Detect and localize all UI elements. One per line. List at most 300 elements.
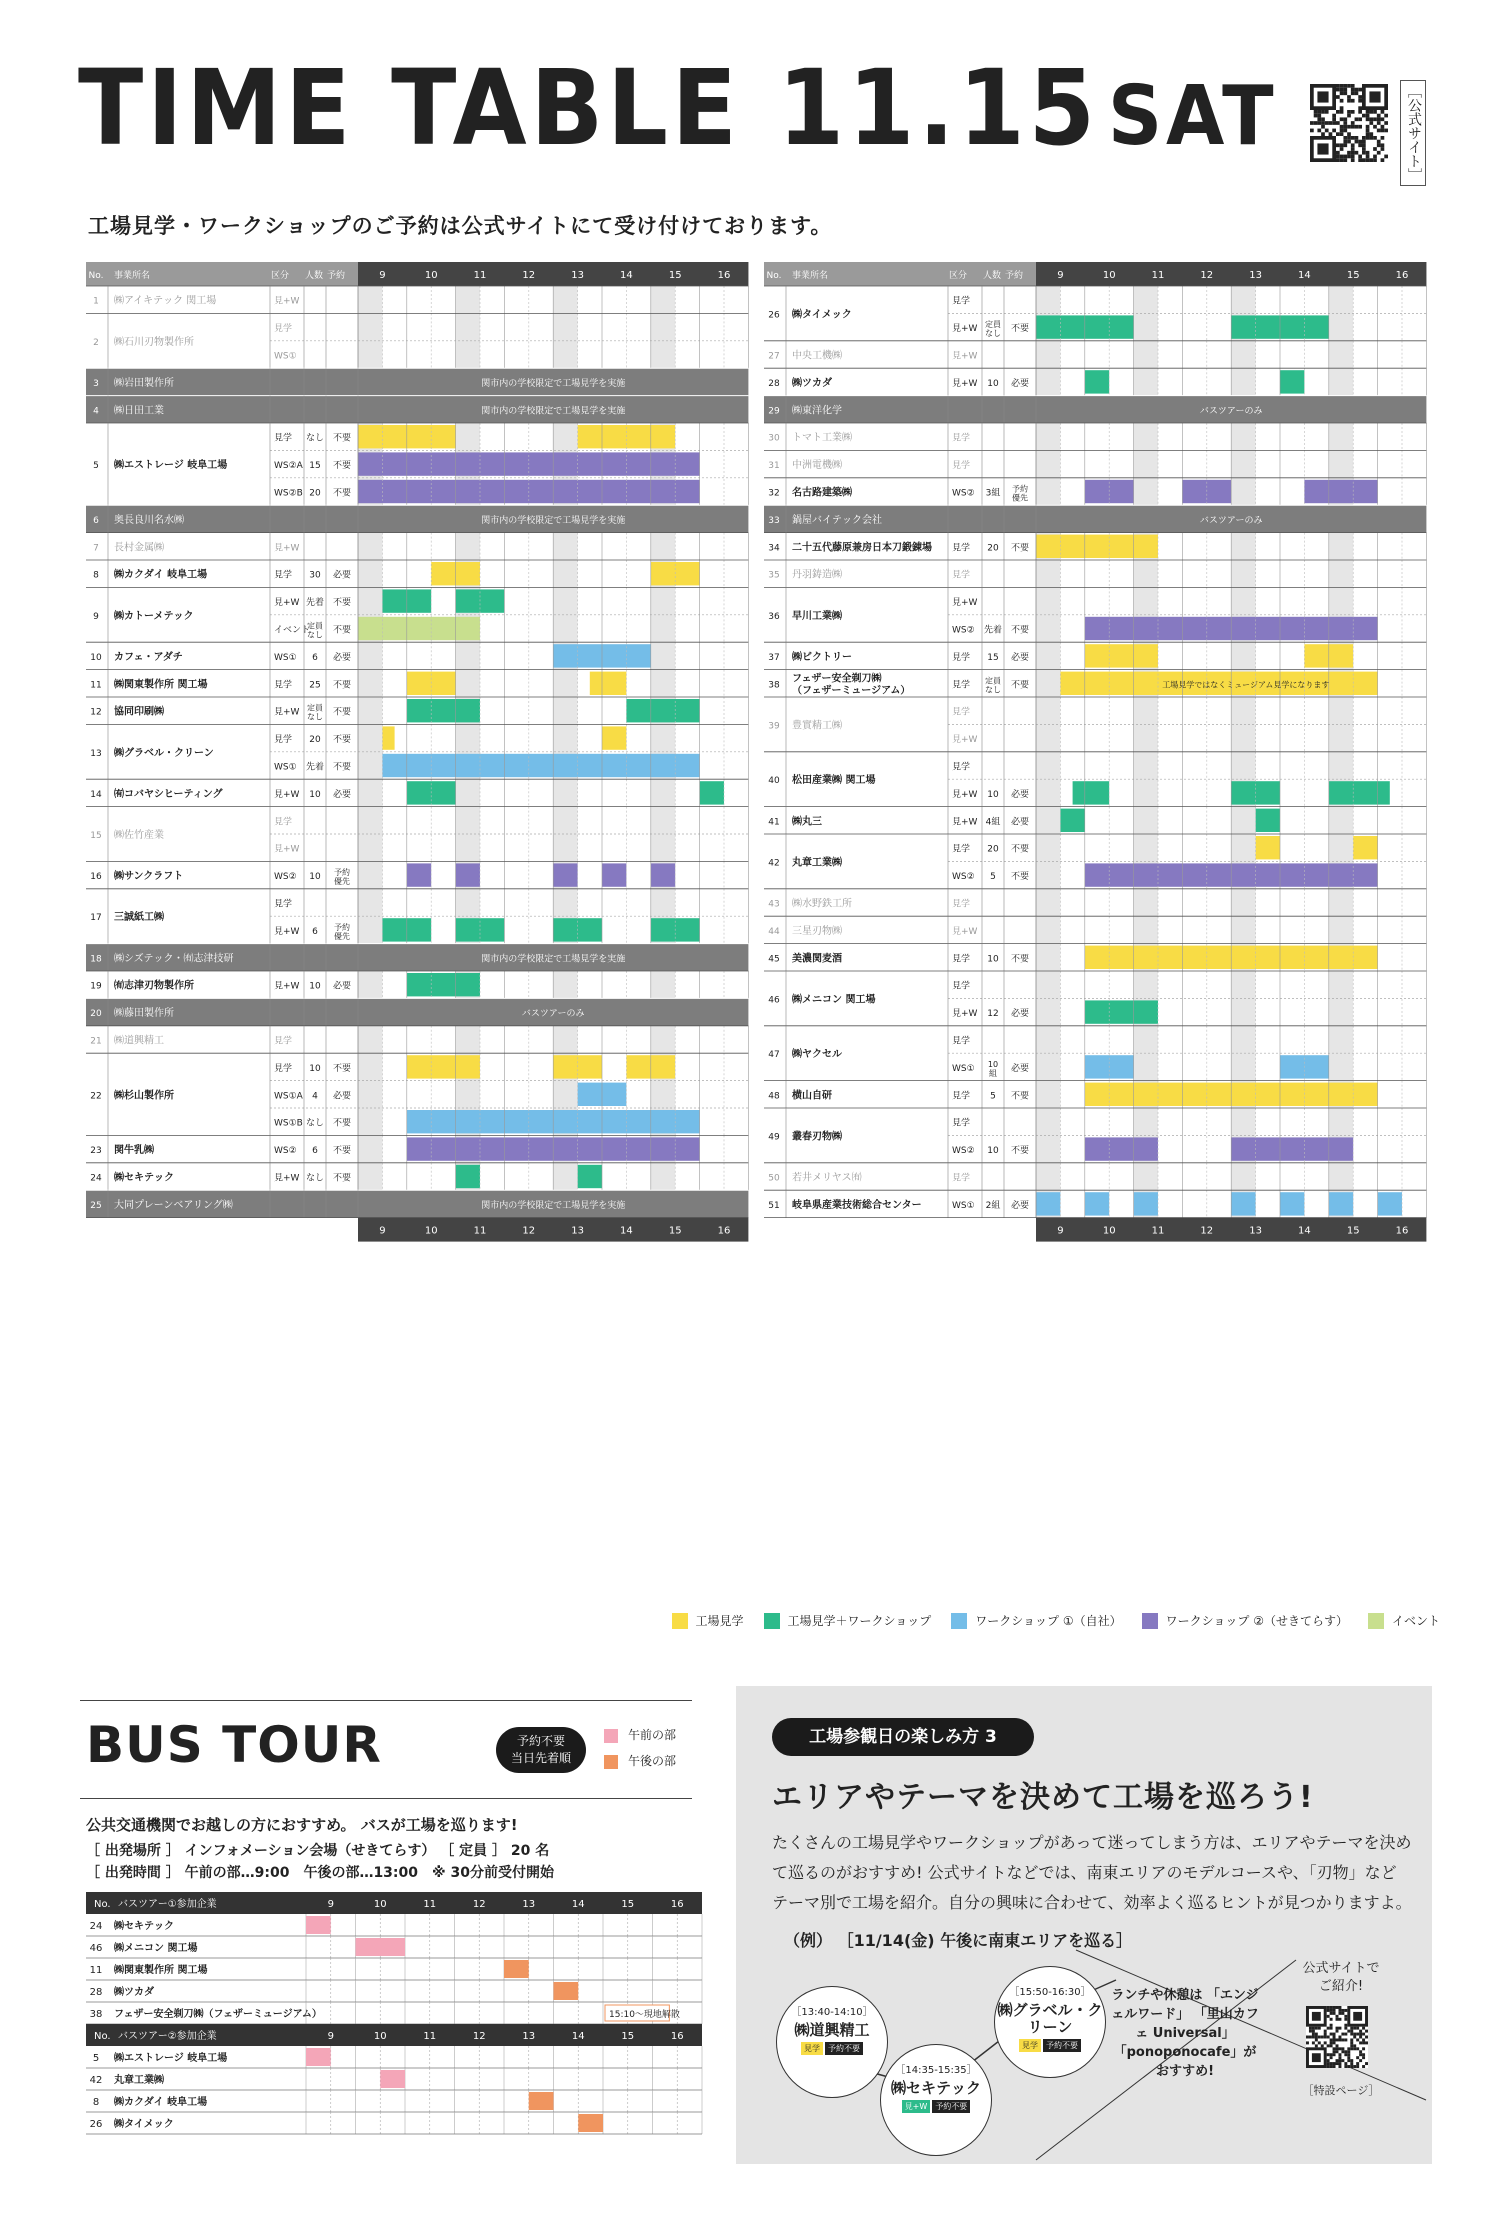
qr-module (1306, 2041, 1309, 2044)
qr-module (1347, 2059, 1350, 2062)
qr-module (1347, 2030, 1350, 2033)
qr-module (1327, 2065, 1330, 2068)
row-no: 29 (768, 406, 780, 417)
qr-module (1330, 2041, 1333, 2044)
sub-reserve: 必要 (1010, 1063, 1030, 1074)
row-name: 三星刃物㈱ (792, 925, 842, 937)
bus-row-name: ㈱関東製作所 関工場 (114, 1965, 208, 1976)
qr-module (1333, 2041, 1336, 2044)
sub-reserve: 不要 (332, 598, 352, 609)
row-no: 38 (768, 680, 780, 691)
row-name: ㈱アイキテック 関工場 (114, 295, 217, 307)
sub-reserve: 不要 (332, 707, 352, 718)
sub-reserve: 不要 (1010, 324, 1030, 335)
bus-bar (578, 2114, 603, 2132)
sub-kubun: WS① (952, 1200, 975, 1211)
sub-count: なし (305, 1118, 325, 1129)
grid-stripe (1036, 670, 1060, 697)
qr-module (1312, 2027, 1315, 2030)
qr-module (1341, 2050, 1344, 2053)
banner-row (764, 396, 1426, 423)
qr-module (1344, 2033, 1347, 2036)
sub-reserve: 必要 (332, 570, 352, 581)
qr-module (1338, 2038, 1341, 2041)
route-stop-3[interactable]: ［15:50-16:30］ ㈱グラベル・クリーン 見学 予約不要 (994, 1966, 1106, 2078)
hour-label: 16 (717, 1225, 731, 1237)
legend-swatch (1368, 1613, 1384, 1629)
row-name: 大同プレーンベアリング㈱ (114, 1199, 233, 1211)
hour-label: 13 (522, 2031, 536, 2042)
sub-count: 6 (312, 652, 318, 663)
qr-module (1333, 2053, 1336, 2056)
sub-count: 10 (987, 1146, 999, 1157)
bus-row-no: 42 (89, 2075, 103, 2086)
qr-module (1336, 2047, 1339, 2050)
row-name: 協同印刷㈱ (114, 706, 164, 718)
qr-module (1312, 2030, 1315, 2033)
sub-kubun: 見学 (952, 954, 971, 965)
bus-row-name: ㈱カクダイ 岐阜工場 (114, 2097, 208, 2108)
sub-kubun: 見+W (952, 735, 978, 746)
sub-kubun: WS② (952, 488, 975, 499)
qr-module (1350, 2038, 1353, 2041)
sub-kubun: WS②B (274, 488, 303, 499)
legend-item (1368, 1612, 1440, 1629)
qr-module (1338, 2056, 1341, 2059)
sub-kubun: 見学 (952, 461, 971, 472)
hour-label: 10 (424, 270, 438, 281)
row-name: ㈱石川刃物製作所 (114, 336, 194, 348)
schedule-bar (1378, 1192, 1402, 1215)
schedule-bar (1329, 1192, 1353, 1215)
row-no: 40 (768, 776, 780, 787)
row-name: ㈱グラベル・クリーン (114, 747, 214, 759)
qr-module (1359, 2059, 1362, 2062)
qr-module (1350, 2047, 1353, 2050)
qr-module (1318, 2036, 1321, 2039)
hour-label: 16 (670, 2031, 684, 2042)
sub-reserve: 必要 (332, 652, 352, 663)
row-name: 叢春刃物㈱ (792, 1131, 842, 1143)
row-name: ㈱藤田製作所 (114, 1008, 174, 1020)
qr-module (1353, 2027, 1356, 2030)
sub-count: 20 (309, 735, 321, 746)
qr-module (1318, 2041, 1321, 2044)
row-name: 名古路建築㈱ (792, 487, 852, 499)
qr-module (1330, 2027, 1333, 2030)
row-no: 48 (768, 1091, 780, 1102)
sub-kubun: WS① (274, 652, 297, 663)
row-name: 松田産業㈱ 関工場 (792, 775, 876, 787)
row-name: フェザー安全剃刀㈱ (792, 673, 882, 685)
grid-stripe (1134, 368, 1158, 395)
row-no: 28 (768, 378, 780, 389)
sub-kubun: WS① (274, 351, 297, 362)
sub-kubun: 見+W (952, 1009, 978, 1020)
qr-module (1336, 2018, 1339, 2021)
sub-reserve: 予約 (334, 922, 350, 932)
grid-stripe (1036, 368, 1060, 395)
qr-module (1336, 2044, 1339, 2047)
bus-bar (554, 1982, 579, 2000)
qr-module (1309, 2030, 1312, 2033)
row-no: 6 (93, 515, 99, 526)
qr-module (1356, 2047, 1359, 2050)
bus-row-name: ㈱タイメック (114, 2119, 174, 2130)
qr-module (1362, 2056, 1365, 2059)
qr-module (1336, 2006, 1339, 2009)
hour-label: 15 (1346, 1225, 1360, 1237)
sub-count: 4組 (985, 817, 1001, 828)
bus-row-name: ㈱ツカダ (114, 1987, 154, 1998)
sub-kubun: 見+W (274, 707, 300, 718)
sub-kubun: WS① (274, 762, 297, 773)
qr-module (1330, 2018, 1333, 2021)
sub-kubun: WS② (952, 625, 975, 636)
grid-stripe (1231, 642, 1255, 669)
hour-label: 13 (1249, 270, 1262, 281)
row-name: ㈱東洋化学 (792, 405, 842, 417)
sub-kubun: 見学 (952, 680, 971, 691)
qr-module (1327, 2027, 1330, 2030)
qr-module (1327, 2006, 1330, 2009)
sub-count: 10 (987, 789, 999, 800)
qr-module (1336, 2030, 1339, 2033)
sub-count: なし (307, 630, 323, 640)
grid-stripe (1231, 889, 1255, 916)
banner-text: 関市内の学校限定で工場見学を実施 (481, 406, 626, 417)
header-label: 事業所名 (792, 271, 829, 281)
legend-label: 工場見学 (695, 1614, 744, 1628)
row-name: トマト工業㈱ (792, 432, 852, 444)
grid-stripe (1231, 971, 1255, 1026)
sub-kubun: 見+W (274, 1173, 300, 1184)
qr-module (1336, 2059, 1339, 2062)
sub-kubun: 見学 (952, 1173, 971, 1184)
legend-item (1142, 1612, 1348, 1629)
sub-count: 6 (312, 926, 318, 937)
bus-header-no: No. (94, 2031, 111, 2042)
row-no: 34 (768, 543, 780, 554)
page-title: TIME TABLE 11.15 SAT (78, 47, 1278, 169)
hour-label: 10 (1102, 270, 1116, 281)
hour-label: 14 (1298, 270, 1311, 281)
grid-stripe (1036, 478, 1060, 505)
schedule-bar (1134, 1192, 1158, 1215)
sub-kubun: 見+W (274, 844, 300, 855)
row-name: 関牛乳㈱ (114, 1145, 154, 1157)
qr-module (1333, 2047, 1336, 2050)
row-name: 鍋屋バイテック会社 (792, 514, 882, 526)
qr-module (1356, 2056, 1359, 2059)
grid-stripe (1036, 1081, 1060, 1108)
sub-kubun: 見+W (274, 543, 300, 554)
sub-kubun: 見+W (952, 598, 978, 609)
bus-bar (306, 2048, 331, 2066)
qr-module (1327, 2044, 1330, 2047)
sub-kubun: 見学 (952, 1118, 971, 1129)
sub-count: 2組 (985, 1200, 1001, 1211)
hour-label: 15 (1346, 270, 1360, 281)
sub-reserve: 必要 (1010, 1200, 1030, 1211)
sub-count: 5 (990, 1091, 996, 1102)
qr-module (1347, 2056, 1350, 2059)
hour-label: 14 (620, 270, 633, 281)
grid-stripe (1134, 1163, 1158, 1190)
route-stop-1[interactable]: ［13:40-14:10］ ㈱道興精工 見学 予約不要 (776, 1986, 888, 2098)
bus-row-no: 5 (92, 2053, 100, 2064)
row-name: 中洲電機㈱ (792, 460, 842, 472)
grid-stripe (1134, 423, 1158, 450)
row-no: 22 (90, 1091, 102, 1102)
row-name: ㈱シズテック・㈲志津技研 (114, 953, 234, 965)
sub-reserve: 不要 (332, 735, 352, 746)
qr-module (1315, 2044, 1318, 2047)
qr-module (1341, 2009, 1344, 2012)
sub-reserve: 必要 (1010, 378, 1030, 389)
bus-note: 15:10～現地解散 (609, 2010, 680, 2020)
row-name: ㈱カトーメテック (114, 610, 194, 622)
row-name: 岐阜県産業技術総合センター (792, 1199, 922, 1211)
hour-label: 16 (1395, 270, 1409, 281)
grid-stripe (1231, 916, 1255, 943)
hour-label: 12 (1200, 270, 1214, 281)
sub-kubun: 見学 (274, 899, 293, 910)
grid-stripe (1231, 560, 1255, 587)
qr-module (1359, 2030, 1362, 2033)
qr-module (1330, 2065, 1333, 2068)
row-no: 12 (90, 707, 102, 718)
qr-module (1341, 2059, 1344, 2062)
qr-module (1333, 2012, 1336, 2015)
qr-module (1362, 2065, 1365, 2068)
bus-row-name: ㈱セキテック (114, 1921, 174, 1932)
qr-module (1327, 2036, 1330, 2039)
qr-module (1324, 2036, 1327, 2039)
bus-lead: 公共交通機関でお越しの方におすすめ。 バスが工場を巡ります! (86, 1816, 518, 1834)
tips-heading: エリアやテーマを決めて工場を巡ろう! (772, 1780, 1314, 1815)
qr-module (1356, 2038, 1359, 2041)
sub-reserve: 不要 (1010, 680, 1030, 691)
qr-module (1338, 2012, 1341, 2015)
sub-reserve: 必要 (1010, 1009, 1030, 1020)
route-stop-2[interactable]: ［14:35-15:35］ ㈱セキテック 見+W 予約不要 (880, 2044, 992, 2156)
qr-module (1353, 2047, 1356, 2050)
sub-reserve: 必要 (1010, 652, 1030, 663)
sub-count: 10 (987, 1059, 999, 1069)
sub-count: 6 (312, 1146, 318, 1157)
bus-row-no: 38 (89, 2009, 103, 2020)
qr-module (1359, 2033, 1362, 2036)
sub-count: 先着 (983, 625, 1003, 636)
sub-kubun: 見学 (274, 1036, 293, 1047)
qr-module (1312, 2033, 1315, 2036)
grid-stripe (1329, 423, 1353, 450)
qr-module (1338, 2009, 1341, 2012)
sub-kubun: 見+W (274, 926, 300, 937)
qr-module (1306, 2036, 1309, 2039)
row-name: ㈱カクダイ 岐阜工場 (114, 569, 208, 581)
qr-module (1353, 2036, 1356, 2039)
qr-module (1330, 2062, 1333, 2065)
schedule-bar (1304, 480, 1377, 503)
sub-reserve: 不要 (1010, 625, 1030, 636)
sub-reserve: 不要 (332, 1063, 352, 1074)
hour-label: 12 (522, 270, 536, 281)
row-no: 26 (768, 310, 780, 321)
sub-kubun: 見学 (274, 817, 293, 828)
qr-module (1347, 2053, 1350, 2056)
qr-module (1359, 2041, 1362, 2044)
qr-module (1338, 2062, 1341, 2065)
qr-module (1344, 2065, 1347, 2068)
hour-label: 9 (327, 2031, 334, 2042)
qr-module (1350, 2059, 1353, 2062)
hour-label: 9 (1057, 270, 1064, 281)
row-no: 14 (90, 789, 102, 800)
legend-item (951, 1612, 1121, 1629)
qr-module (1338, 2027, 1341, 2030)
qr-code-icon[interactable] (1306, 2006, 1368, 2068)
qr-module (1333, 2009, 1336, 2012)
sub-count: 10 (309, 1063, 321, 1074)
header-label: 人数 (304, 271, 324, 281)
qr-module (1324, 2030, 1327, 2033)
bus-row-no: 46 (89, 1943, 103, 1954)
hour-label: 10 (373, 2031, 387, 2042)
sub-kubun: イベント (274, 625, 311, 636)
hour-label: 11 (473, 1225, 487, 1237)
sub-count: 10 (987, 378, 999, 389)
qr-module (1330, 2012, 1333, 2015)
timetable-legend (640, 1612, 1440, 1642)
row-no: 19 (90, 981, 102, 992)
qr-module (1344, 2018, 1347, 2021)
legend-swatch (764, 1613, 780, 1629)
row-no: 16 (90, 872, 102, 883)
row-name: ㈱メニコン 関工場 (792, 994, 876, 1006)
row-no: 18 (90, 954, 102, 965)
sub-reserve: 不要 (332, 461, 352, 472)
sub-reserve: 不要 (332, 625, 352, 636)
hour-label: 13 (522, 1899, 536, 1910)
sub-kubun: 見学 (952, 543, 971, 554)
bus-bar (529, 2092, 554, 2110)
sub-reserve: 不要 (1010, 543, 1030, 554)
sub-reserve: 必要 (332, 1091, 352, 1102)
hour-label: 11 (473, 270, 487, 281)
banner-text: 関市内の学校限定で工場見学を実施 (481, 1200, 626, 1211)
row-name: ㈱セキテック (114, 1172, 174, 1184)
qr-module (1312, 2041, 1315, 2044)
sub-count: 15 (987, 652, 999, 663)
row-name: ㈱道興精工 (114, 1035, 164, 1047)
banner-text: バスツアーのみ (521, 1009, 585, 1020)
qr-module (1330, 2009, 1333, 2012)
row-name: （フェザーミュージアム） (792, 685, 911, 697)
qr-module (1315, 2038, 1318, 2041)
qr-module (1338, 2047, 1341, 2050)
qr-module (1350, 2044, 1353, 2047)
schedule-bar (1280, 1192, 1304, 1215)
row-no: 46 (768, 995, 780, 1006)
sub-reserve: 不要 (332, 680, 352, 691)
sub-reserve: 予約 (1012, 484, 1028, 494)
grid-stripe (1329, 368, 1353, 395)
bus-row-name: フェザー安全剃刀㈱（フェザーミュージアム） (114, 2009, 322, 2020)
bar-note: 工場見学ではなくミュージアム見学になります (1162, 680, 1330, 690)
qr2-foot: ［特設ページ］ (1302, 2084, 1380, 2097)
qr-module (1359, 2050, 1362, 2053)
row-no: 24 (90, 1173, 102, 1184)
legend-label: イベント (1391, 1614, 1440, 1628)
row-name: ㈱丸三 (792, 816, 822, 828)
header-label: 人数 (982, 271, 1002, 281)
sub-count: 30 (309, 570, 321, 581)
row-no: 31 (768, 461, 780, 472)
row-no: 44 (768, 926, 780, 937)
qr-module (1324, 2033, 1327, 2036)
bus-bar (380, 2070, 405, 2088)
qr-module (1350, 2027, 1353, 2030)
sub-count: 定員 (307, 703, 323, 713)
qr-module (1336, 2050, 1339, 2053)
schedule-bar (1256, 809, 1280, 832)
qr-module (1350, 2041, 1353, 2044)
banner-text: バスツアーのみ (1199, 406, 1263, 417)
row-no: 32 (768, 488, 780, 499)
qr-module (1338, 2065, 1341, 2068)
hour-label: 9 (1057, 1225, 1064, 1237)
sub-reserve: 不要 (1010, 1091, 1030, 1102)
bus-header-title: バスツアー①参加企業 (118, 1899, 217, 1910)
sub-kubun: 見+W (952, 324, 978, 335)
bus-row-name: ㈱メニコン 関工場 (114, 1943, 198, 1954)
bus-row-name: 丸章工業㈱ (114, 2075, 164, 2086)
grid-stripe (1134, 560, 1158, 587)
legend-swatch (951, 1613, 967, 1629)
grid-stripe (1134, 889, 1158, 916)
qr-module (1327, 2053, 1330, 2056)
bus-info-place: ［ 出発場所 ］ インフォメーション会場（せきてらす） ［ 定員 ］ 20 名 (86, 1843, 550, 1859)
hour-label: 14 (620, 1225, 633, 1237)
qr-module (1330, 2044, 1333, 2047)
row-no: 4 (93, 406, 99, 417)
sub-kubun: 見+W (274, 789, 300, 800)
sub-reserve: 不要 (1010, 954, 1030, 965)
table-footer-hours-bg (1036, 1218, 1426, 1242)
sub-count: 組 (989, 1068, 997, 1078)
sub-kubun: 見学 (274, 735, 293, 746)
row-no: 47 (768, 1050, 780, 1061)
qr-module (1338, 2018, 1341, 2021)
row-no: 23 (90, 1146, 102, 1157)
schedule-bar (1353, 836, 1377, 859)
qr-module (1327, 2015, 1330, 2018)
row-no: 37 (768, 652, 780, 663)
row-no: 13 (90, 748, 102, 759)
sub-count: なし (985, 329, 1001, 339)
qr-module (1338, 2053, 1341, 2056)
sub-count: 5 (990, 872, 996, 883)
hour-label: 11 (1151, 270, 1165, 281)
qr-module (1350, 2033, 1353, 2036)
grid-stripe (1231, 423, 1255, 450)
sub-kubun: 見+W (952, 378, 978, 389)
qr-module (1341, 2038, 1344, 2041)
sub-kubun: 見学 (952, 1091, 971, 1102)
qr-module (1353, 2065, 1356, 2068)
